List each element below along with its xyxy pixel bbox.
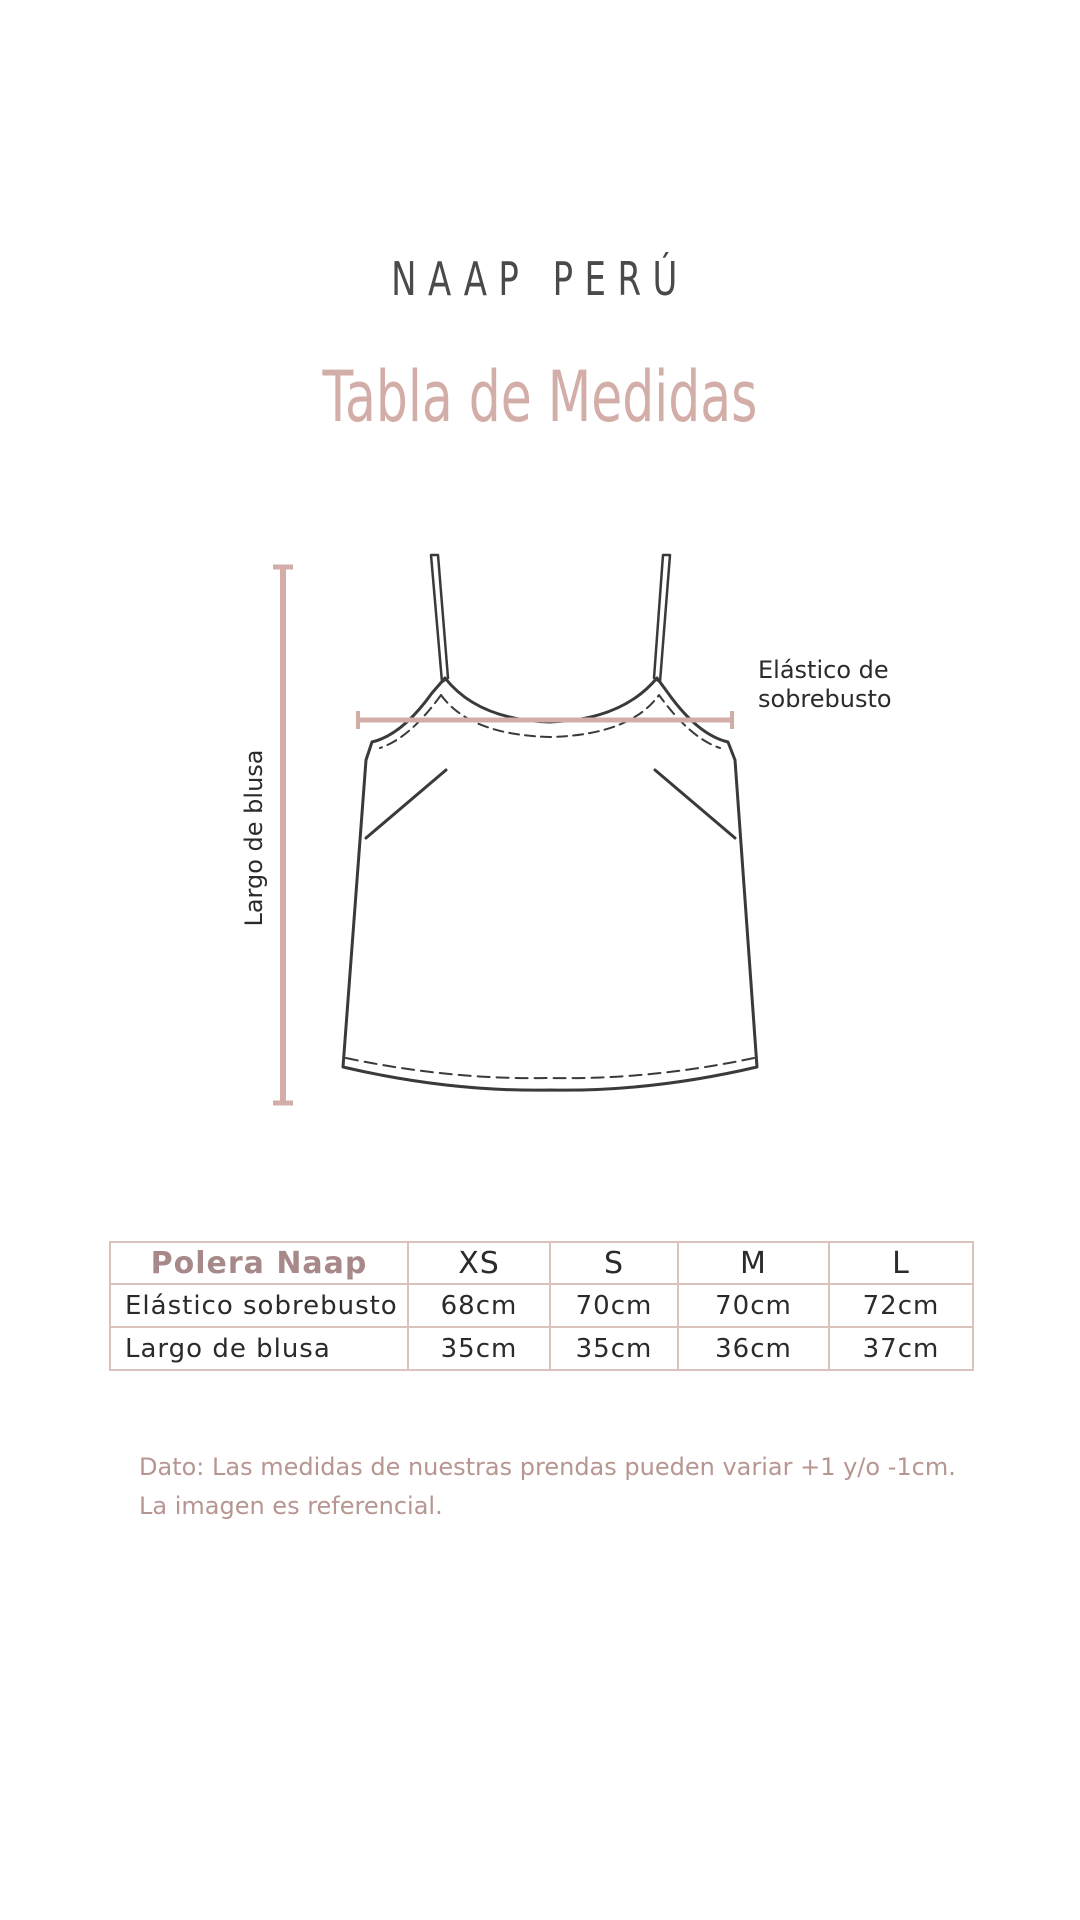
bust-label-line2: sobrebusto: [758, 685, 892, 713]
size-header-row: [110, 1242, 973, 1284]
table-cell: 70cm: [678, 1284, 829, 1327]
disclaimer-line-2: La imagen es referencial.: [139, 1492, 443, 1520]
table-row: [110, 1284, 973, 1327]
disclaimer-line-1: Dato: Las medidas de nuestras prendas pueden variar +1 y/o -1cm.: [139, 1453, 956, 1481]
table-corner-label: Polera Naap: [110, 1242, 408, 1284]
table-cell: 68cm: [408, 1284, 550, 1327]
size-header-m: M: [678, 1242, 829, 1284]
table-cell: 35cm: [550, 1327, 678, 1370]
measurement-diagram: [0, 520, 1080, 1120]
table-cell: 70cm: [550, 1284, 678, 1327]
disclaimer-note: [139, 1448, 1039, 1526]
row-label-length: Largo de blusa: [110, 1327, 408, 1370]
row-label-bust: Elástico sobrebusto: [110, 1284, 408, 1327]
table-cell: 36cm: [678, 1327, 829, 1370]
size-table: [109, 1241, 974, 1371]
table-cell: 72cm: [829, 1284, 973, 1327]
bust-label-line1: Elástico de: [758, 656, 889, 684]
size-header-s: S: [550, 1242, 678, 1284]
length-measure-line: [273, 567, 293, 1103]
table-cell: 35cm: [408, 1327, 550, 1370]
brand-name: NAAP PERÚ: [391, 252, 689, 306]
size-header-l: L: [829, 1242, 973, 1284]
table-row: [110, 1327, 973, 1370]
size-header-xs: XS: [408, 1242, 550, 1284]
page-title: Tabla de Medidas: [322, 356, 758, 438]
camisole-outline-icon: [343, 555, 757, 1090]
table-cell: 37cm: [829, 1327, 973, 1370]
length-label: Largo de blusa: [240, 749, 268, 927]
